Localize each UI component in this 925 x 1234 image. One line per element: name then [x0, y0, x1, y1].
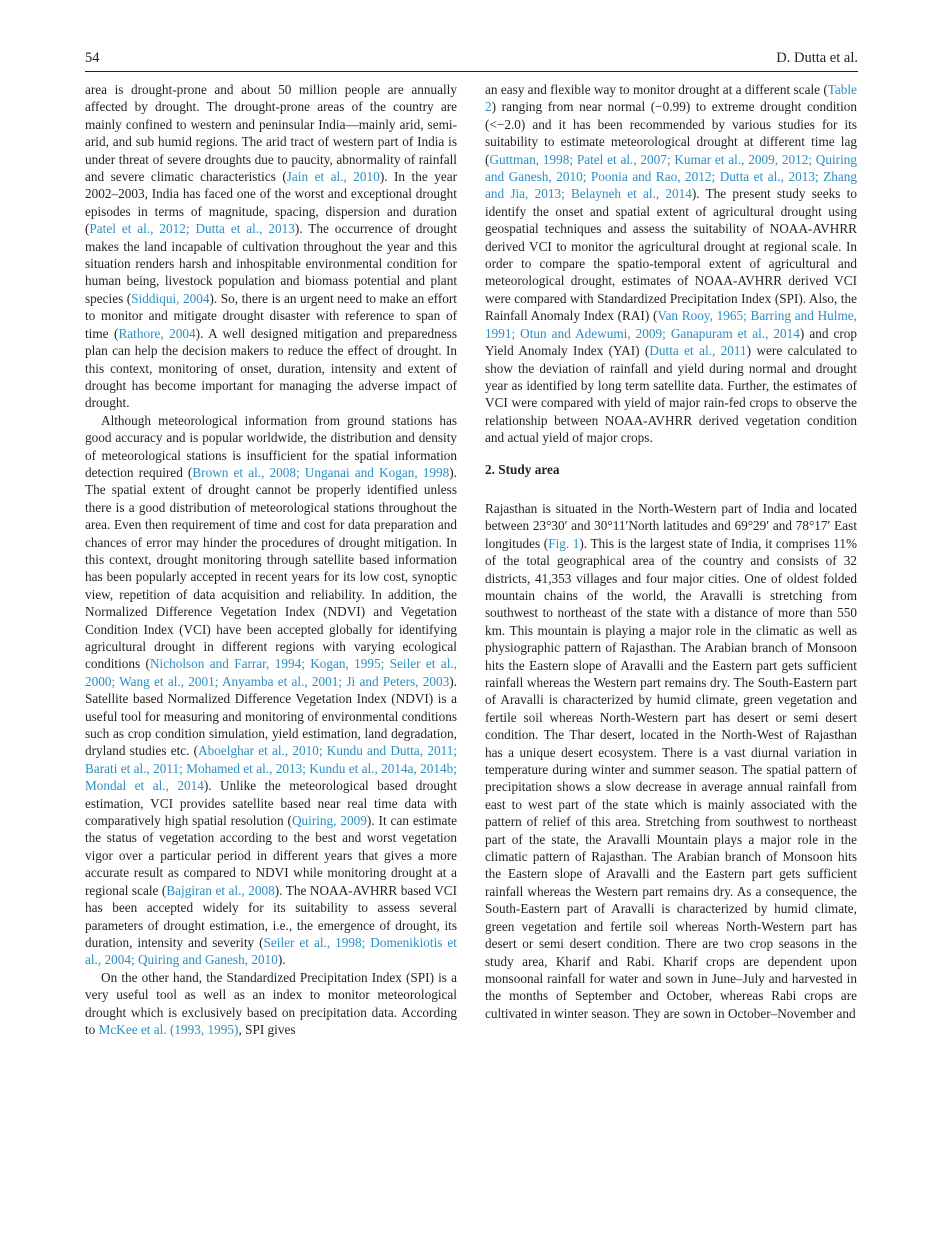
paragraph: On the other hand, the Standardized Precipitation Index (SPI) is a very useful tool as well as an index to monitor meteorological drought which is exclusively based on precipitation data. According to McKee et al. (1993, 1995), SPI gives [85, 969, 457, 1037]
citation-link[interactable]: Dutta et al., 2011 [649, 343, 747, 359]
paragraph: area is drought-prone and about 50 million people are annually affected by drought. The drought-prone areas of the country are mainly confined to western and peninsular India—mainly arid, semi-arid, and sub humid regions. The arid tract of western part of India is under threat of severe droughts due to paucity, abnormality of rainfall and severe climatic characteristics (Jain et al., 2010). In the year 2002–2003, India has faced one of the worst and exceptional drought episodes in terms of magnitude, spacing, dispersion and duration (Patel et al., 2012; Dutta et al., 2013). The occurrence of drought makes the land incapable of cultivation throughout the year and this situation renders harsh and inhospitable environmental condition for human being, livestock population and biomass potential and plant species (Siddiqui, 2004). So, there is an urgent need to make an effort to monitor and mitigate drought disaster with reference to span of time (Rathore, 2004). A well designed mitigation and preparedness plan can help the decision makers to reduce the effect of drought. In this context, monitoring of onset, duration, intensity and extent of drought has become important for managing the adverse impact of drought. [85, 82, 458, 411]
citation-link[interactable]: Guttman, 1998; Patel et al., 2007; Kumar et al., 2009, 2012; Quiring and Ganesh, 2010; Poonia and Rao, 2012; Dutta et al., 2013; Zhang and Jia, 2013; Belayneh et al., 2014 [485, 151, 857, 202]
right-column [485, 81, 857, 1022]
paragraph: Although meteorological information from ground stations has good accuracy and is popular worldwide, the distribution and density of meteorological stations is insufficient for the spatial information detection required (Brown et al., 2008; Unganai and Kogan, 1998). The spatial extent of drought cannot be properly identified unless there is a good distribution of meteorological stations throughout the area. Even then requirement of time and cost for data preparation and chances of error may hinder the procedures of drought mitigation. In this context, drought monitoring through satellite based information has been popularly accepted in recent years for its low cost, synoptic view, repetition of data acquisition and reliability. In addition, the Normalized Difference Vegetation Index (NDVI) and Vegetation Condition Index (VCI) have been accepted globally for identifying agricultural drought in different regions with varying ecological conditions (Nicholson and Farrar, 1994; Kogan, 1995; Seiler et al., 2000; Wang et al., 2001; Anyamba et al., 2001; Ji and Peters, 2003). Satellite based Normalized Difference Vegetation Index (NDVI) is a useful tool for measuring and monitoring of environmental conditions such as crop condition simulation, yield estimation, land degradation, dryland studies etc. (Aboelghar et al., 2010; Kundu and Dutta, 2011; Barati et al., 2011; Mohamed et al., 2013; Kundu et al., 2014a, 2014b; Mondal et al., 2014). Unlike the meteorological based drought estimation, VCI provides satellite based near real time data with comparatively high spatial resolution (Quiring, 2009). It can estimate the status of vegetation according to the best and worst vegetation vigor over a particular period in different years that gives a more accurate result as compared to NDVI while monitoring drought at a regional scale (Bajgiran et al., 2008). The NOAA-AVHRR based VCI has been accepted widely for its suitability to assess several parameters of drought estimation, i.e., the emergence of drought, its duration, intensity and severity (Seiler et al., 1998; Domenikiotis et al., 2004; Quiring and Ganesh, 2010). [85, 412, 458, 968]
citation-link[interactable]: McKee et al. (1993, 1995) [98, 1021, 239, 1037]
header-rule [85, 71, 858, 72]
left-column [85, 81, 457, 1038]
citation-link[interactable]: Brown et al., 2008; Unganai and Kogan, 1998 [192, 464, 450, 480]
citation-link[interactable]: Siddiqui, 2004 [131, 290, 210, 306]
running-authors: D. Dutta et al. [776, 50, 858, 66]
citation-link[interactable]: Van Rooy, 1965; Barring and Hulme, 1991; Otun and Adewumi, 2009; Ganapuram et al., 2014 [485, 308, 857, 341]
citation-link[interactable]: Bajgiran et al., 2008 [166, 882, 275, 898]
citation-link[interactable]: Patel et al., 2012; Dutta et al., 2013 [89, 221, 295, 237]
citation-link[interactable]: Fig. 1 [548, 535, 580, 551]
citation-link[interactable]: Jain et al., 2010 [286, 169, 380, 185]
citation-link[interactable]: Quiring, 2009 [291, 813, 367, 829]
paragraph: Rajasthan is situated in the North-Western part of India and located between 23°30′ and 30°11′North latitudes and 69°29′ and 78°17′ East longitudes (Fig. 1). This is the largest state of India, it comprises 11% of the total geographical area of the country and consists of 32 districts, 41,353 villages and four major cities. One of oldest folded mountain chains of the world, the Aravalli is stretching from southwest to northeast of the state with a distance of more than 550 km. This mountain is playing a major role in the climatic as well as physiographic pattern of Rajasthan. The Arabian branch of Monsoon hits the Eastern slope of Aravalli and the Eastern part gets sufficient rainfall whereas the Western part remains dry. The South-Eastern part of Aravalli is characterized by humid climate, green vegetation and fertile soil whereas North-Western part has desert or semi desert condition. The Thar desert, located in the North-West of Rajasthan has a unique desert ecosystem. There is a vast diurnal variation in temperature during winter and summer season. The spatial pattern of precipitation shows a slow decrease in average annual rainfall from east to west part of the state which is mainly associated with the pattern of relief of this area. Stretching from southwest to northeast part of the state, the Aravalli Mountain plays a major role in the climatic pattern of Rajasthan. The Arabian branch of Monsoon hits the Eastern slope of Aravalli and the Eastern part gets sufficient rainfall whereas the Western part remains dry. As a consequence, the South-Eastern part of Aravalli is characterized by humid climate, green vegetation and fertile soil whereas North-Western part has desert or semi desert condition. There are two crop seasons in the study area, Kharif and Rabi. Kharif crops are dependent upon monsoonal rainfall for water and sown in June–July and harvested in the months of September and October, whereas Rabi crops are cultivated in winter season. They are sown in October–November and [485, 500, 857, 1021]
page-number: 54 [85, 50, 100, 66]
citation-link[interactable]: Rathore, 2004 [118, 325, 196, 341]
citation-link[interactable]: Nicholson and Farrar, 1994; Kogan, 1995; Seiler et al., 2000; Wang et al., 2001; Anyamba et al., 2001; Ji and Peters, 2003 [85, 656, 457, 689]
paragraph: an easy and flexible way to monitor drought at a different scale (Table 2) ranging from near normal (−0.99) to extreme drought condition (<−2.0) and it has been recommended by various studies for its suitability to estimate meteorological drought at different time lag (Guttman, 1998; Patel et al., 2007; Kumar et al., 2009, 2012; Quiring and Ganesh, 2010; Poonia and Rao, 2012; Dutta et al., 2013; Zhang and Jia, 2013; Belayneh et al., 2014). The present study seeks to identify the onset and spatial extent of agricultural drought using geospatial techniques and assess the suitability of NOAA-AVHRR derived VCI to monitor the agricultural drought at regional scale. In order to compare the spatio-temporal extent of agricultural and meteorological drought, estimates of NOAA-AVHRR derived VCI were compared with Standardized Precipitation Index (SPI). Also, the Rainfall Anomaly Index (RAI) (Van Rooy, 1965; Barring and Hulme, 1991; Otun and Adewumi, 2009; Ganapuram et al., 2014) and crop Yield Anomaly Index (YAI) (Dutta et al., 2011) were calculated to show the deviation of rainfall and yield during normal and drought year as identified by long term satellite data. Further, the estimates of VCI were compared with yield of major rain-fed crops to observe the relationship between NOAA-AVHRR derived vegetation condition and actual yield of major crops. [485, 82, 857, 446]
citation-link[interactable]: Aboelghar et al., 2010; Kundu and Dutta, 2011; Barati et al., 2011; Mohamed et al., 2013; Kundu et al., 2014a, 2014b; Mondal et al., 2014 [85, 743, 458, 794]
citation-link[interactable]: Table 2 [485, 82, 857, 115]
citation-link[interactable]: Seiler et al., 1998; Domenikiotis et al., 2004; Quiring and Ganesh, 2010 [85, 934, 457, 968]
running-header [85, 50, 858, 70]
section-heading: 2. Study area [485, 461, 560, 477]
